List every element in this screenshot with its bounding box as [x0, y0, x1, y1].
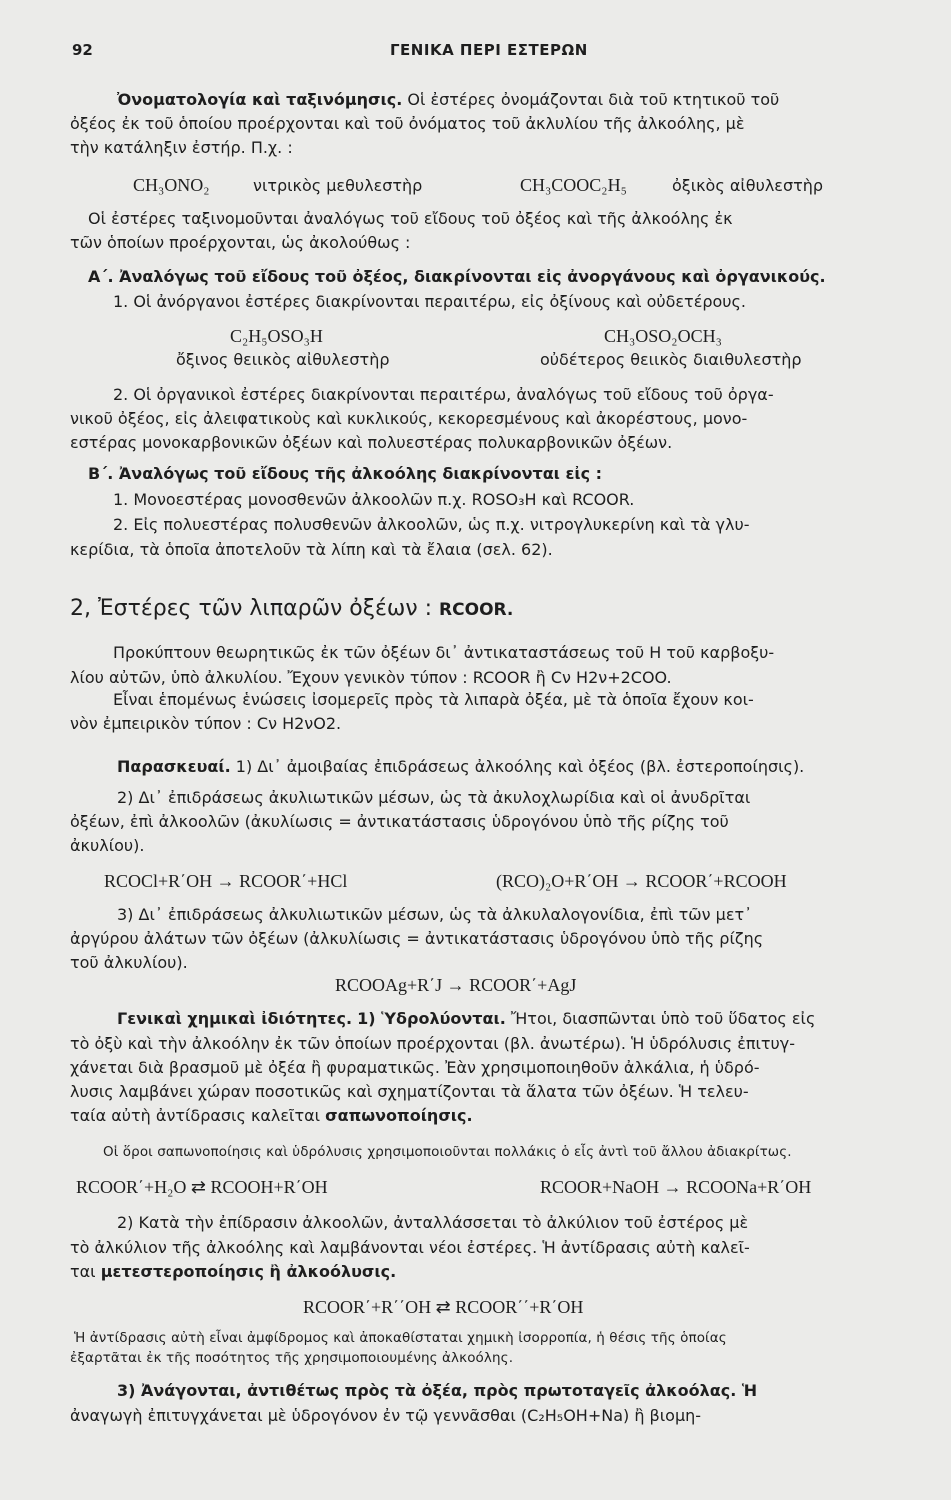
properties-line4: λυσις λαμβάνει χώραν ποσοτικῶς καὶ σχηματίζονται τὰ ἅλατα τῶν ὀξέων. Ἡ τελευ-	[70, 1082, 749, 1101]
section-2-p1-line1: Προκύπτουν θεωρητικῶς ἐκ τῶν ὀξέων δι᾽ ἀντικαταστάσεως τοῦ Η τοῦ καρβοξυ-	[113, 643, 775, 662]
preparations-m3-line3: τοῦ ἀλκυλίου).	[70, 953, 188, 972]
section-a-title: Α΄. Ἀναλόγως τοῦ εἴδους τοῦ ὀξέος, διακρίνονται εἰς ἀνοργάνους καὶ ὀργανικούς.	[88, 267, 826, 286]
formula-ethyl-acetate: CH₃COOC₂H₅	[520, 175, 627, 195]
properties-line5: ταία αὐτὴ ἀντίδρασις καλεῖται σαπωνοποίησις.	[70, 1106, 473, 1125]
preparations-m2-line1: 2) Δι᾽ ἐπιδράσεως ἀκυλιωτικῶν μέσων, ὡς τὰ ἀκυλοχλωρίδια καὶ οἱ ἀνυδρῖται	[117, 788, 751, 807]
equation-saponification: RCOOR+NaOH → RCOONa+R΄OH	[540, 1177, 812, 1197]
equation-hydrolysis: RCOOR΄+H₂O ⇄ RCOOH+R΄OH	[76, 1177, 328, 1197]
saponification-term: σαπωνοποίησις.	[325, 1106, 473, 1125]
section-2-p2-line2: νὸν ἐμπειρικὸν τύπον : Cν H2νO2.	[70, 714, 342, 733]
section-2-title-formula: RCOOR.	[439, 600, 514, 620]
nomenclature-line2: ὀξέος ἐκ τοῦ ὁποίου προέρχονται καὶ τοῦ ὀνόματος τοῦ ἀκλυλίου τῆς ἀλκοόλης, μὲ	[70, 114, 745, 133]
section-b-item2-line1: 2. Εἰς πολυεστέρας πολυσθενῶν ἀλκοολῶν, ὡς π.χ. νιτρογλυκερίνη καὶ τὰ γλυ-	[113, 515, 750, 534]
section-b-item2-line2: κερίδια, τὰ ὁποῖα ἀποτελοῦν τὰ λίπη καὶ τὰ ἔλαια (σελ. 62).	[70, 540, 553, 559]
formula-dimethyl-sulfate: CH₃OSO₂OCH₃	[604, 326, 722, 346]
section-b-title: Β΄. Ἀναλόγως τοῦ εἴδους τῆς ἀλκοόλης διακρίνονται εἰς :	[88, 464, 603, 483]
section-b-item1: 1. Μονοεστέρας μονοσθενῶν ἀλκοολῶν π.χ. ROSO₃H καὶ RCOOR.	[113, 490, 635, 509]
preparations-m3-line1: 3) Δι᾽ ἐπιδράσεως ἀλκυλιωτικῶν μέσων, ὡς τὰ ἀλκυλαλογονίδια, ἐπὶ τῶν μετ᾽	[117, 905, 753, 924]
nomenclature-line1: Ὀνοματολογία καὶ ταξινόμησις. Οἱ ἐστέρες ὀνομάζονται διὰ τοῦ κτητικοῦ τοῦ	[117, 90, 780, 109]
properties-note2-line2: ἐξαρτᾶται ἐκ τῆς ποσότητος τῆς χρησιμοποιουμένης ἀλκοόλης.	[70, 1350, 514, 1366]
section-a-item2-line2: νικοῦ ὀξέος, εἰς ἀλειφατικοὺς καὶ κυκλικούς, κεκορεσμένους καὶ ἀκορέστους, μονο-	[70, 409, 748, 428]
section-a-item1: 1. Οἱ ἀνόργανοι ἐστέρες διακρίνονται περαιτέρω, εἰς ὀξίνους καὶ οὐδετέρους.	[113, 292, 747, 311]
section-a-item2-line1: 2. Οἱ ὀργανικοὶ ἐστέρες διακρίνονται περαιτέρω, ἀναλόγως τοῦ εἴδους τοῦ ὀργα-	[113, 385, 774, 404]
section-2-p1-line2: λίου αὐτῶν, ὑπὸ ἀλκυλίου. Ἔχουν γενικὸν τύπον : RCOOR ἢ Cν H2ν+2COO.	[70, 668, 672, 687]
formula-ethyl-hydrogen-sulfate: C₂H₅OSO₃H	[230, 326, 323, 346]
properties-note: Οἱ ὅροι σαπωνοποίησις καὶ ὑδρόλυσις χρησιμοποιοῦνται πολλάκις ὁ εἷς ἀντὶ τοῦ ἄλλου ἀδιακρίτως.	[103, 1144, 792, 1160]
preparations-m2-line3: ἀκυλίου).	[70, 836, 145, 855]
properties-hydrolysis-heading: 1) Ὑδρολύονται.	[357, 1009, 506, 1028]
nomenclature-line3: τὴν κατάληξιν ἐστήρ. Π.χ. :	[70, 138, 293, 157]
preparations-heading: Παρασκευαί.	[117, 757, 231, 776]
name-ethyl-acetate: ὀξικὸς αἰθυλεστὴρ	[672, 176, 824, 195]
equation-anhydride: (RCO)₂O+R΄OH → RCOOR΄+RCOOH	[496, 871, 787, 891]
formula-methyl-nitrate: CH₃ONO₂	[133, 175, 210, 195]
name-ethyl-hydrogen-sulfate: ὄξινος θειικὸς αἰθυλεστὴρ	[176, 350, 390, 369]
section-2-title: 2, Ἐστέρες τῶν λιπαρῶν ὀξέων : RCOOR.	[70, 596, 514, 621]
properties-p2-line1: 2) Κατὰ τὴν ἐπίδρασιν ἀλκοολῶν, ἀνταλλάσσεται τὸ ἀλκύλιον τοῦ ἐστέρος μὲ	[117, 1213, 749, 1232]
name-methyl-nitrate: νιτρικὸς μεθυλεστὴρ	[253, 176, 423, 195]
properties-p2-line3: ται μετεστεροποίησις ἢ ἀλκοόλυσις.	[70, 1262, 397, 1281]
preparations-m3-line2: ἀργύρου ἀλάτων τῶν ὀξέων (ἀλκυλίωσις = ἀντικατάστασις ὑδρογόνου ὑπὸ τῆς ρίζης	[70, 929, 764, 948]
properties-p2-line2: τὸ ἀλκύλιον τῆς ἀλκοόλης καὶ λαμβάνονται νέοι ἐστέρες. Ἡ ἀντίδρασις αὐτὴ καλεῖ-	[70, 1238, 750, 1257]
section-2-p2-line1: Εἶναι ἑπομένως ἑνώσεις ἰσομερεῖς πρὸς τὰ λιπαρὰ ὀξέα, μὲ τὰ ὁποῖα ἔχουν κοι-	[113, 690, 754, 709]
preparations-m2-line2: ὀξέων, ἐπὶ ἀλκοολῶν (ἀκυλίωσις = ἀντικατάστασις ὑδρογόνου ὑπὸ τῆς ρίζης τοῦ	[70, 812, 729, 831]
properties-p3-line1: 3) Ἀνάγονται, ἀντιθέτως πρὸς τὰ ὀξέα, πρὸς πρωτοταγεῖς ἀλκοόλας. Ἡ	[117, 1381, 758, 1400]
transesterification-term: μετεστεροποίησις ἢ ἀλκοόλυσις.	[100, 1262, 397, 1281]
equation-acyl-chloride: RCOCl+R΄OH → RCOOR΄+HCl	[104, 871, 348, 891]
equation-silver-salt: RCOOAg+R΄J → RCOOR΄+AgJ	[335, 975, 577, 995]
running-title: ΓΕΝΙΚΑ ΠΕΡΙ ΕΣΤΕΡΩΝ	[390, 41, 588, 59]
classification-line1: Οἱ ἐστέρες ταξινομοῦνται ἀναλόγως τοῦ εἴδους τοῦ ὀξέος καὶ τῆς ἀλκοόλης ἐκ	[88, 209, 733, 228]
properties-p3-line2: ἀναγωγὴ ἐπιτυγχάνεται μὲ ὑδρογόνον ἐν τῷ γεννᾶσθαι (C₂H₅OH+Na) ἢ βιομη-	[70, 1406, 702, 1425]
equation-transesterification: RCOOR΄+R΄΄OH ⇄ RCOOR΄΄+R΄OH	[303, 1297, 584, 1317]
properties-line3: χάνεται διὰ βρασμοῦ μὲ ὀξέα ἢ φυραματικῶς. Ἐὰν χρησιμοποιηθοῦν ἀλκάλια, ἡ ὑδρό-	[70, 1058, 760, 1077]
properties-note2-line1: Ἡ ἀντίδρασις αὐτὴ εἶναι ἀμφίδρομος καὶ ἀποκαθίσταται χημικὴ ἰσορροπία, ἡ θέσις τῆς ὁποίας	[74, 1330, 727, 1346]
properties-line2: τὸ ὀξὺ καὶ τὴν ἀλκοόλην ἐκ τῶν ὁποίων προέρχονται (βλ. ἀνωτέρω). Ἡ ὑδρόλυσις ἐπιτυγ-	[70, 1034, 796, 1053]
preparations-line1: Παρασκευαί. 1) Δι᾽ ἀμοιβαίας ἐπιδράσεως ἀλκοόλης καὶ ὀξέος (βλ. ἐστεροποίησις).	[117, 757, 805, 776]
section-a-item2-line3: εστέρας μονοκαρβονικῶν ὀξέων καὶ πολυεστέρας πολυκαρβονικῶν ὀξέων.	[70, 433, 673, 452]
properties-line1: Γενικαὶ χημικαὶ ἰδιότητες. 1) Ὑδρολύονται. Ἤτοι, διασπῶνται ὑπὸ τοῦ ὕδατος εἰς	[117, 1009, 816, 1028]
page-number: 92	[72, 41, 93, 59]
name-dimethyl-sulfate: οὐδέτερος θειικὸς διαιθυλεστὴρ	[540, 350, 802, 369]
classification-line2: τῶν ὁποίων προέρχονται, ὡς ἀκολούθως :	[70, 233, 411, 252]
properties-heading: Γενικαὶ χημικαὶ ἰδιότητες.	[117, 1009, 353, 1028]
nomenclature-heading: Ὀνοματολογία καὶ ταξινόμησις.	[117, 90, 403, 109]
